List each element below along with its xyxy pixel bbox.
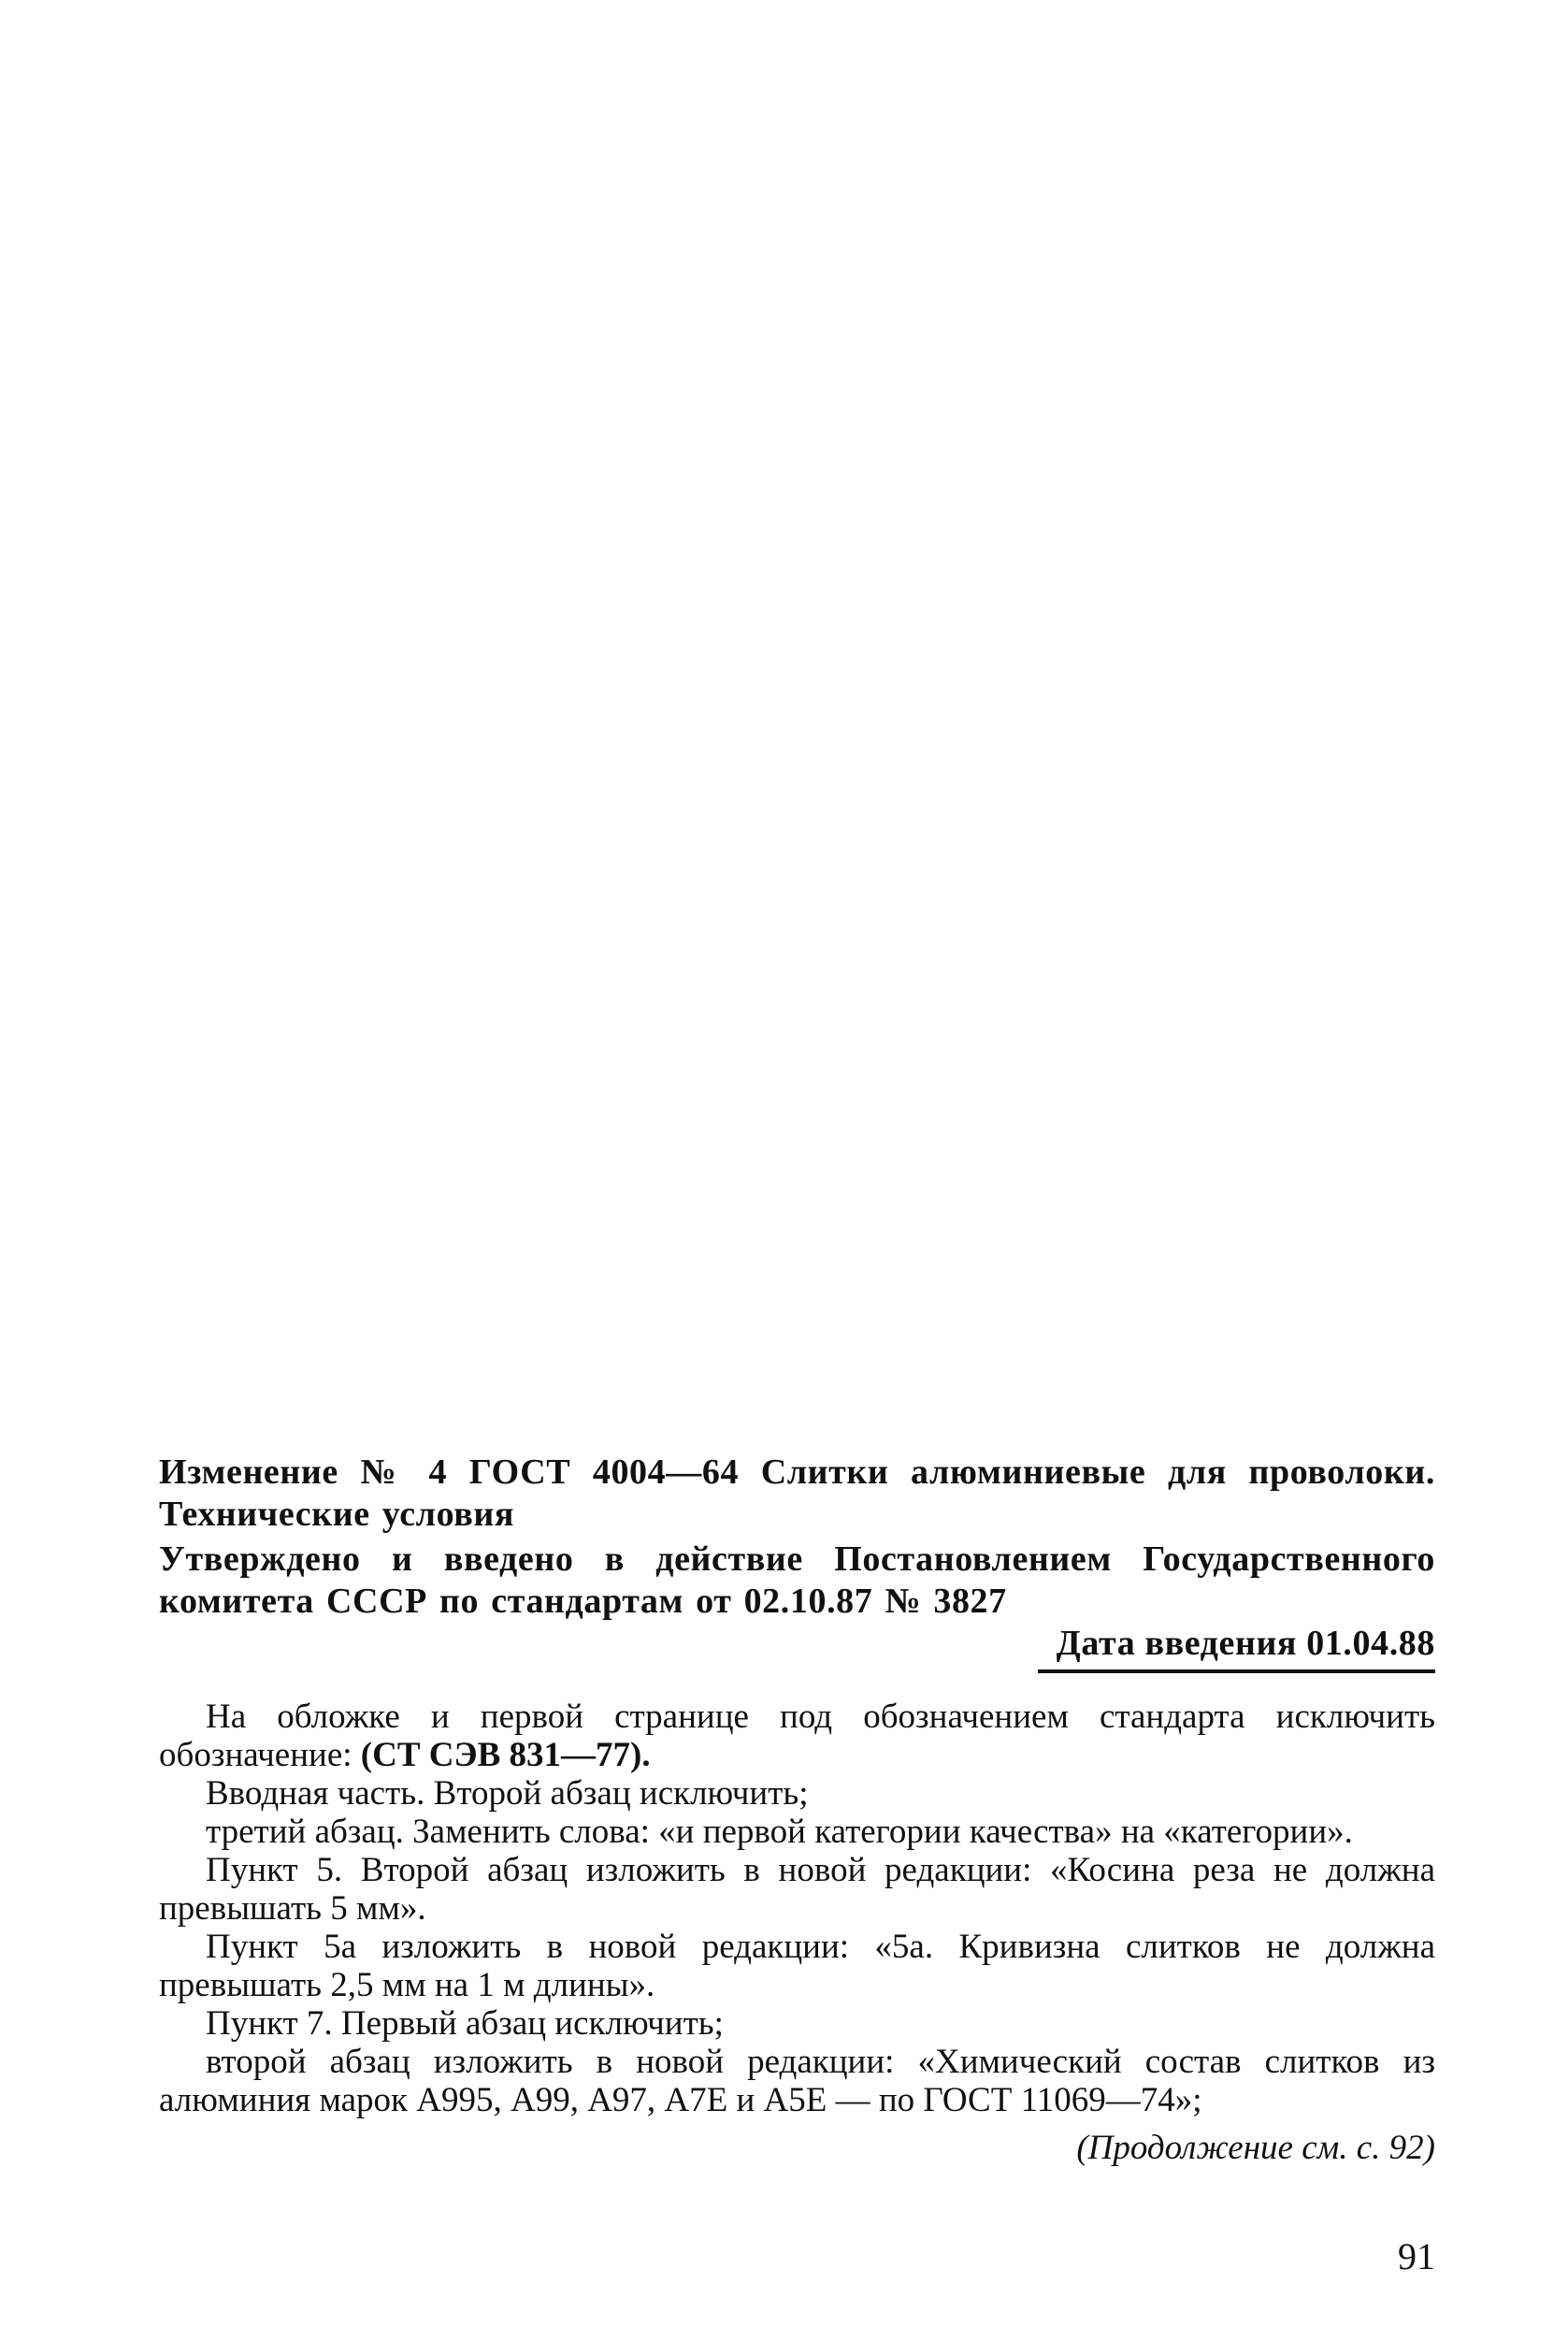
continuation-note: (Продолжение см. с. 92): [1076, 2129, 1435, 2167]
amendment-title: Изменение № 4 ГОСТ 4004—64 Слитки алюминиевые для проволоки. Технические условия: [159, 1452, 1435, 1534]
date-underline: [1038, 1669, 1435, 1673]
introduction-date: Дата введения 01.04.88: [1056, 1624, 1435, 1663]
paragraph-item-5a: Пункт 5а изложить в новой редакции: «5а. Кривизна слитков не должна превышать 2,5 мм на 1 м длины».: [159, 1928, 1435, 2004]
paragraph-third-section: третий абзац. Заменить слова: «и первой категории качества» на «категории».: [206, 1813, 1353, 1851]
paragraph-item-7: Пункт 7. Первый абзац исключить;: [206, 2004, 724, 2043]
paragraph-cover: [159, 1698, 1435, 1774]
approval-statement: Утверждено и введено в действие Постановлением Государственного комитета СССР по стандартам от 02.10.87 № 3827: [159, 1539, 1435, 1621]
paragraph-item-7-second: второй абзац изложить в новой редакции: «Химический состав слитков из алюминия марок А995, А99, А97, А7Е и А5Е — по ГОСТ 11069—74»;: [159, 2043, 1435, 2119]
paragraph-intro-part: Вводная часть. Второй абзац исключить;: [206, 1774, 809, 1813]
page-number: 91: [1398, 2235, 1435, 2277]
cev-designation: (СТ СЭВ 831—77).: [360, 1736, 651, 1774]
amendment-body: [159, 1698, 1435, 2119]
paragraph-cover-text: На обложке и первой странице под обозначением стандарта исключить обозначение:: [159, 1698, 1435, 1774]
paragraph-item-5: Пункт 5. Второй абзац изложить в новой редакции: «Косина реза не должна превышать 5 мм».: [159, 1851, 1435, 1928]
